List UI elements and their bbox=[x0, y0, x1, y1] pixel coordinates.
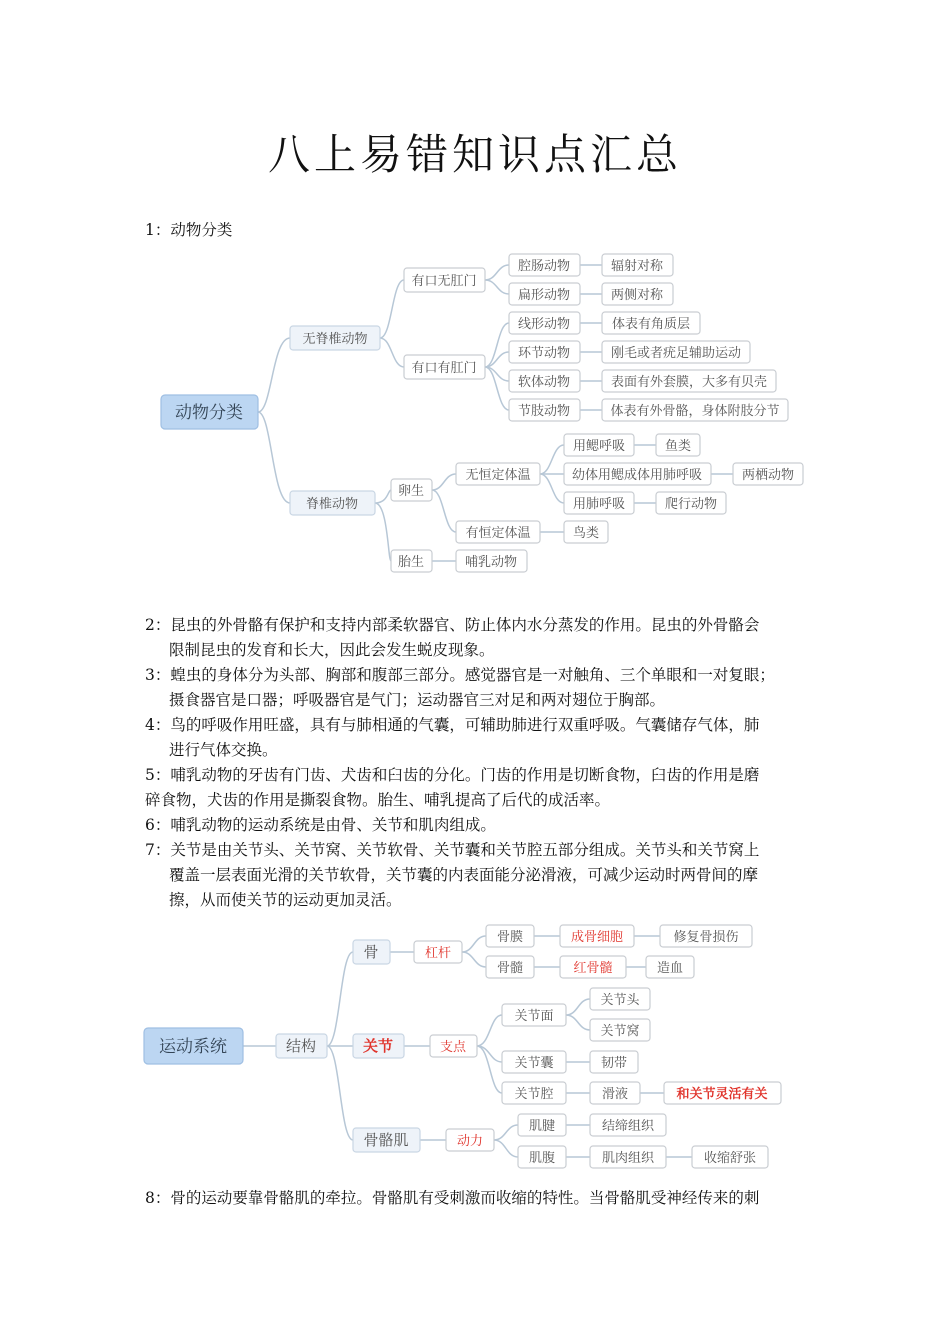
paragraph-7: 7：关节是由关节头、关节窝、关节软骨、关节囊和关节腔五部分组成。关节头和关节窝上 覆盖一层表面光滑的关节软骨，关节囊的内表面能分泌滑液，可减少运动时两骨间的摩 擦，从而使关节的运动更加灵活。 bbox=[145, 841, 760, 909]
mm2-fulcrum: 支点 bbox=[439, 1040, 467, 1055]
mm-annelid-trait: 刚毛或者疣足辅助运动 bbox=[610, 346, 742, 361]
mm2-joint-surface: 关节面 bbox=[514, 1009, 554, 1024]
mm-arthropod-trait: 体表有外骨骼，身体附肢分节 bbox=[610, 404, 780, 419]
mm-arthropod: 节肢动物 bbox=[517, 404, 571, 419]
mm-annelid: 环节动物 bbox=[517, 346, 571, 361]
mm2-flexibility: 和关节灵活有关 bbox=[676, 1087, 768, 1102]
mm2-repair: 修复骨损伤 bbox=[673, 930, 739, 945]
mm2-bone: 骨 bbox=[363, 943, 379, 961]
mm-invertebrate: 无脊椎动物 bbox=[302, 332, 368, 347]
mm-root: 动物分类 bbox=[175, 403, 243, 423]
mm2-periosteum: 骨膜 bbox=[496, 930, 524, 945]
mm2-structure: 结构 bbox=[285, 1037, 317, 1055]
mm2-red-marrow: 红骨髓 bbox=[573, 961, 613, 976]
mm-fish: 鱼类 bbox=[664, 439, 692, 454]
mm-gill: 用鳃呼吸 bbox=[572, 439, 626, 454]
mm2-root: 运动系统 bbox=[159, 1037, 227, 1057]
mm2-synovial: 滑液 bbox=[601, 1087, 629, 1102]
mm-cnidaria-trait: 辐射对称 bbox=[610, 259, 664, 274]
page-title: 八上易错知识点汇总 bbox=[267, 130, 682, 179]
mm2-hematopoiesis: 造血 bbox=[656, 961, 684, 976]
mm-viviparous: 胎生 bbox=[397, 555, 425, 570]
mm2-joint-capsule: 关节囊 bbox=[514, 1056, 554, 1071]
mm2-osteoblast: 成骨细胞 bbox=[570, 930, 624, 945]
mm2-joint-socket: 关节窝 bbox=[600, 1024, 640, 1039]
mm2-marrow: 骨髓 bbox=[496, 961, 524, 976]
mm2-lever: 杠杆 bbox=[424, 946, 452, 961]
mm-mammal: 哺乳动物 bbox=[464, 555, 518, 570]
section-heading-1: 1：动物分类 bbox=[145, 221, 233, 239]
mm-mollusk: 软体动物 bbox=[517, 375, 571, 390]
mm-roundworm: 线形动物 bbox=[517, 317, 571, 332]
paragraph-2: 2：昆虫的外骨骼有保护和支持内部柔软器官、防止体内水分蒸发的作用。昆虫的外骨骼会 限制昆虫的发育和长大，因此会发生蜕皮现象。 bbox=[145, 616, 760, 659]
mm-gill-to-lung: 幼体用鳃成体用肺呼吸 bbox=[571, 468, 703, 483]
mm2-belly: 肌腹 bbox=[528, 1151, 556, 1166]
mm-warm-blooded: 有恒定体温 bbox=[465, 526, 531, 541]
mm-lung: 用肺呼吸 bbox=[572, 497, 626, 512]
mm2-joint-head: 关节头 bbox=[600, 993, 640, 1008]
mm2-skeletal-muscle: 骨骼肌 bbox=[363, 1131, 409, 1149]
mm-roundworm-trait: 体表有角质层 bbox=[611, 317, 691, 332]
mm-cnidaria: 腔肠动物 bbox=[517, 259, 571, 274]
mm2-contract: 收缩舒张 bbox=[703, 1151, 757, 1166]
paragraph-3: 3：蝗虫的身体分为头部、胸部和腹部三部分。感觉器官是一对触角、三个单眼和一对复眼； 摄食器官是口器；呼吸器官是气门；运动器官三对足和两对翅位于胸部。 bbox=[145, 666, 775, 709]
mm-reptile: 爬行动物 bbox=[664, 497, 718, 512]
mm2-ligament: 韧带 bbox=[600, 1056, 628, 1071]
paragraph-6: 6：哺乳动物的运动系统是由骨、关节和肌肉组成。 bbox=[145, 816, 496, 834]
paragraph-8: 8：骨的运动要靠骨骼肌的牵拉。骨骼肌有受刺激而收缩的特性。当骨骼肌受神经传来的刺 bbox=[145, 1189, 760, 1207]
mm2-joint: 关节 bbox=[362, 1037, 394, 1055]
paragraph-5: 5：哺乳动物的牙齿有门齿、犬齿和臼齿的分化。门齿的作用是切断食物，臼齿的作用是磨 碎食物，犬齿的作用是撕裂食物。胎生、哺乳提高了后代的成活率。 bbox=[145, 766, 760, 809]
mm-cold-blooded: 无恒定体温 bbox=[465, 468, 531, 483]
mm-mouth-anus: 有口有肛门 bbox=[411, 361, 477, 376]
mm-amphibian: 两栖动物 bbox=[741, 468, 795, 483]
mm-oviparous: 卵生 bbox=[397, 484, 425, 499]
mm2-tendon: 肌腱 bbox=[528, 1119, 556, 1134]
mm2-muscle-tissue: 肌肉组织 bbox=[601, 1151, 655, 1166]
classification-mindmap bbox=[150, 248, 830, 578]
mm-mollusk-trait: 表面有外套膜，大多有贝壳 bbox=[610, 375, 768, 390]
paragraph-4: 4：鸟的呼吸作用旺盛，具有与肺相通的气囊，可辅助肺进行双重呼吸。气囊储存气体，肺 进行气体交换。 bbox=[145, 716, 760, 759]
mm-flatworm-trait: 两侧对称 bbox=[610, 288, 664, 303]
mm-mouth-no-anus: 有口无肛门 bbox=[411, 274, 477, 289]
mm2-power: 动力 bbox=[456, 1134, 484, 1149]
mm-flatworm: 扁形动物 bbox=[517, 288, 571, 303]
mm-vertebrate: 脊椎动物 bbox=[305, 497, 359, 512]
mm2-connective: 结缔组织 bbox=[601, 1119, 655, 1134]
motion-mindmap bbox=[140, 918, 800, 1176]
mm2-joint-cavity: 关节腔 bbox=[514, 1087, 554, 1102]
mm-bird: 鸟类 bbox=[572, 526, 600, 541]
